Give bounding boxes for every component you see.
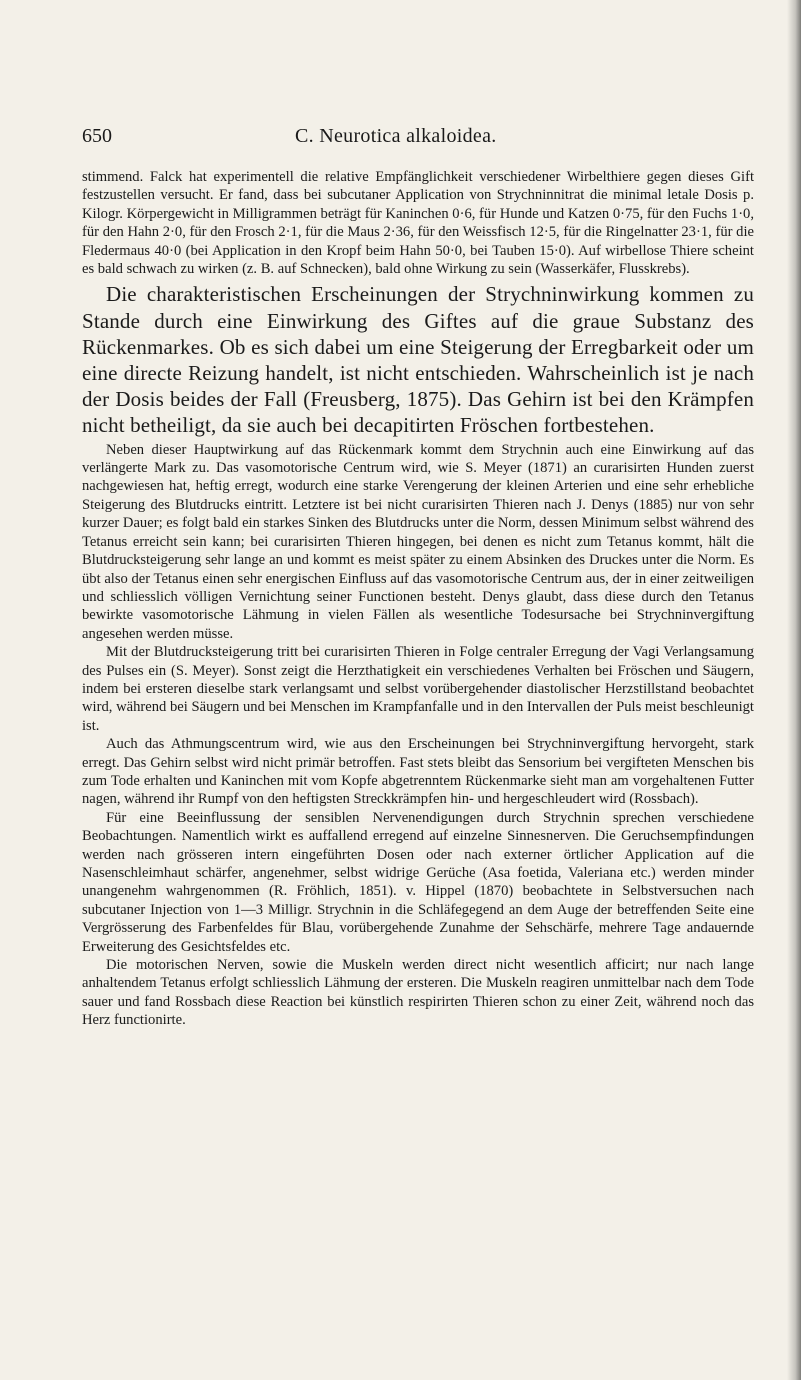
paragraph-main-effect: Die charakteristischen Erscheinungen der Strychninwirkung kommen zu Stande durch eine Einwirkung des Giftes auf die graue Substanz des Rückenmarkes. Ob es sich dabei um eine Steigerung der Erregbarkeit oder um eine directe Reizung handelt, ist nicht entschieden. Wahrscheinlich ist je nach der Dosis beides der Fall (Freusberg, 1875). Das Gehirn ist bei den Krämpfen nicht betheiligt, da sie auch bei decapitirten Fröschen fortbestehen.: [82, 282, 754, 438]
page-body: [82, 168, 754, 1030]
page-number: 650: [82, 125, 112, 147]
running-head: C. Neurotica alkaloidea.: [295, 125, 497, 147]
paragraph-sensory-nerves: Für eine Beeinflussung der sensiblen Nervenendigungen durch Strychnin sprechen verschiedene Beobachtungen. Namentlich wirkt es auffallend erregend auf einzelne Sinnesnerven. Die Geruchsempfindungen werden nach grösseren intern eingeführten Dosen oder nach externer örtlicher Application auf die Nasenschleimhaut schärfer, angenehmer, selbst widrige Gerüche (Asa foetida, Valeriana etc.) werden minder unangenehm wahrgenommen (R. Fröhlich, 1851). v. Hippel (1870) beobachtete in Selbstversuchen nach subcutaner Injection von 1—3 Milligr. Strychnin in die Schläfegegend an dem Auge der betreffenden Seite eine Vergrösserung des Farbenfeldes für Blau, vorübergehende Zunahme der Sehschärfe, mehrere Tage andauernde Erweiterung des Gesichtsfeldes etc.: [82, 809, 754, 955]
paragraph-respiration: Auch das Athmungscentrum wird, wie aus den Erscheinungen bei Strychninvergiftung hervorgeht, stark erregt. Das Gehirn selbst wird nicht primär betroffen. Fast stets bleibt das Sensorium bei vergifteten Menschen bis zum Tode erhalten und Kaninchen mit vom Kopfe abgetrenntem Rückenmarke sieht man am vorgehaltenen Futter nagen, während ihr Rumpf von den heftigsten Streckkrämpfen hin- und hergeschleudert wird (Rossbach).: [82, 736, 754, 808]
page-header: [82, 125, 752, 155]
paragraph-vasomotor: Neben dieser Hauptwirkung auf das Rückenmark kommt dem Strychnin auch eine Einwirkung auf das verlängerte Mark zu. Das vasomotorische Centrum wird, wie S. Meyer (1871) an curarisirten Hunden zuerst nachgewiesen hat, heftig erregt, wodurch eine starke Verengerung der kleinen Arterien und eine sehr erhebliche Steigerung des Blutdrucks eintritt. Letztere ist bei nicht curarisirten Thieren nach J. Denys (1885) nur von sehr kurzer Dauer; es folgt bald ein starkes Sinken des Blutdrucks unter die Norm, dessen Minimum selbst während des Tetanus erreicht sein kann; bei curarisirten Thieren hingegen, bei denen es nicht zum Tetanus kommt, hält die Blutdrucksteigerung sehr lange an und kommt es meist später zu einem Absinken des Druckes unter die Norm. Es übt also der Tetanus einen sehr energischen Einfluss auf das vasomotorische Centrum aus, der in einer zeitweiligen und schliesslich völligen Vernichtung seiner Functionen besteht. Denys glaubt, dass diese durch den Tetanus bewirkte vasomotorische Lähmung in vielen Fällen als wesentliche Todesursache bei Strychninvergiftung angesehen werden müsse.: [82, 441, 754, 642]
paragraph-heart: Mit der Blutdrucksteigerung tritt bei curarisirten Thieren in Folge centraler Erregung der Vagi Verlangsamung des Pulses ein (S. Meyer). Sonst zeigt die Herzthatigkeit ein verschiedenes Verhalten bei Fröschen und Säugern, indem bei ersteren dieselbe stark verlangsamt und selbst vorübergehender diastolischer Herzstillstand beobachtet wird, während bei Säugern und bei Menschen im Krampfanfalle und in den Intervallen der Puls meist beschleunigt ist.: [82, 644, 754, 734]
paragraph-motor-nerves: Die motorischen Nerven, sowie die Muskeln werden direct nicht wesentlich afficirt; nur nach lange anhaltendem Tetanus erfolgt schliesslich Lähmung der ersteren. Die Muskeln reagiren unmittelbar nach dem Tode sauer und fand Rossbach diese Reaction bei künstlich respirirten Thieren schon zu einer Zeit, während noch das Herz functionirte.: [82, 957, 754, 1029]
page-edge-shadow: [787, 0, 801, 1380]
paragraph-toxicity-doses: stimmend. Falck hat experimentell die relative Empfänglichkeit verschiedener Wirbelthiere gegen dieses Gift festzustellen versucht. Er fand, dass bei subcutaner Application von Strychninnitrat die minimal letale Dosis p. Kilogr. Körpergewicht in Milligrammen beträgt für Kaninchen 0·6, für Hunde und Katzen 0·75, für den Fuchs 1·0, für den Hahn 2·0, für den Frosch 2·1, für die Maus 2·36, für den Weissfisch 12·5, für die Ringelnatter 23·1, für die Fledermaus 40·0 (bei Application in den Kropf beim Hahn 50·0, bei Tauben 15·0). Auf wirbellose Thiere scheint es bald schwach zu wirken (z. B. auf Schnecken), bald ohne Wirkung zu sein (Wasserkäfer, Flusskrebs).: [82, 169, 754, 278]
